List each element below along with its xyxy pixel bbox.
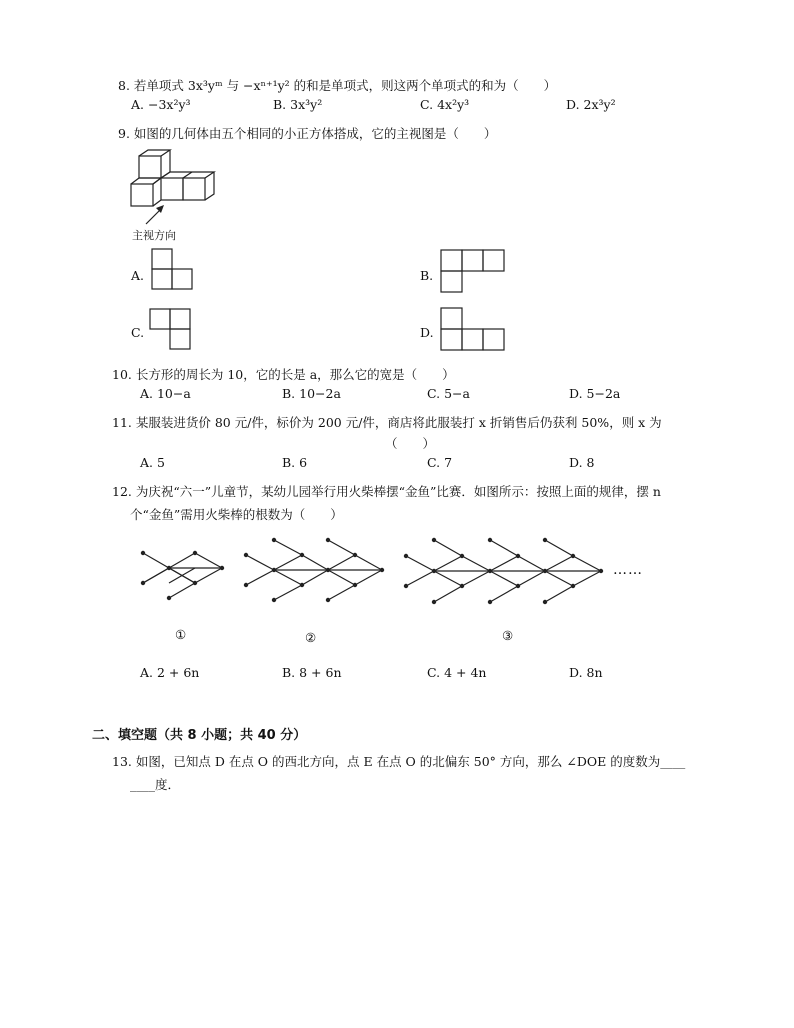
q11-option-d: D. 8 [569, 455, 595, 470]
q9-option-b-figure [440, 249, 506, 293]
goldfish-label-3: ③ [502, 628, 514, 643]
question-11-text: 11. 某服装进货价 80 元/件，标价为 200 元/件，商店将此服装打 x 折销售后仍获利 50%，则 x 为 [112, 415, 662, 430]
goldfish-figure-2 [242, 535, 387, 610]
q9-option-d: D. [420, 325, 434, 340]
q8-option-b: B. 3x³y² [273, 97, 323, 112]
question-12-text-line1: 12. 为庆祝“六一”儿童节，某幼儿园举行用火柴棒摆“金鱼”比赛．如图所示：按照上面的规律，摆 n [112, 484, 661, 499]
question-9-text: 9. 如图的几何体由五个相同的小正方体搭成，它的主视图是（ ） [118, 126, 497, 141]
goldfish-figure-1 [138, 548, 228, 608]
q10-option-a: A. 10−a [140, 386, 191, 401]
q9-option-d-figure [440, 307, 506, 353]
question-10-text: 10. 长方形的周长为 10，它的长是 a，那么它的宽是（ ） [112, 367, 455, 382]
q11-option-b: B. 6 [282, 455, 308, 470]
q12-option-d: D. 8n [569, 665, 603, 680]
goldfish-label-2: ② [305, 630, 317, 645]
q11-option-a: A. 5 [140, 455, 165, 470]
q8-option-c: C. 4x²y³ [420, 97, 470, 112]
q10-option-c: C. 5−a [427, 386, 470, 401]
question-8-text: 8. 若单项式 3x³yᵐ 与 −xⁿ⁺¹y² 的和是单项式，则这两个单项式的和为（ ） [118, 78, 557, 93]
question-13-line2: ____度． [130, 777, 181, 792]
q10-option-d: D. 5−2a [569, 386, 621, 401]
q12-option-a: A. 2 + 6n [140, 665, 200, 680]
section-2-title: 二、填空题（共 8 小题；共 40 分） [92, 728, 307, 743]
q11-answer-bracket: （ ） [385, 436, 436, 451]
q8-option-d: D. 2x³y² [566, 97, 616, 112]
question-12-text-line2: 个“金鱼”需用火柴棒的根数为（ ） [130, 507, 343, 522]
q9-option-c-figure [149, 308, 193, 352]
goldfish-ellipsis: …… [613, 562, 643, 578]
q11-option-c: C. 7 [427, 455, 453, 470]
q9-option-b: B. [420, 268, 434, 283]
q9-option-a-figure [151, 248, 195, 292]
q12-option-b: B. 8 + 6n [282, 665, 342, 680]
view-direction-label: 主视方向 [132, 229, 176, 242]
question-13-line1: 13. 如图，已知点 D 在点 O 的西北方向，点 E 在点 O 的北偏东 50° 方向，那么 ∠DOE 的度数为____ [112, 754, 686, 769]
q9-option-a: A. [131, 268, 145, 283]
q10-option-b: B. 10−2a [282, 386, 341, 401]
q9-option-c: C. [131, 325, 145, 340]
goldfish-figure-3 [402, 532, 607, 610]
q8-option-a: A. −3x²y³ [131, 97, 191, 112]
q12-option-c: C. 4 + 4n [427, 665, 487, 680]
goldfish-label-1: ① [175, 627, 187, 642]
